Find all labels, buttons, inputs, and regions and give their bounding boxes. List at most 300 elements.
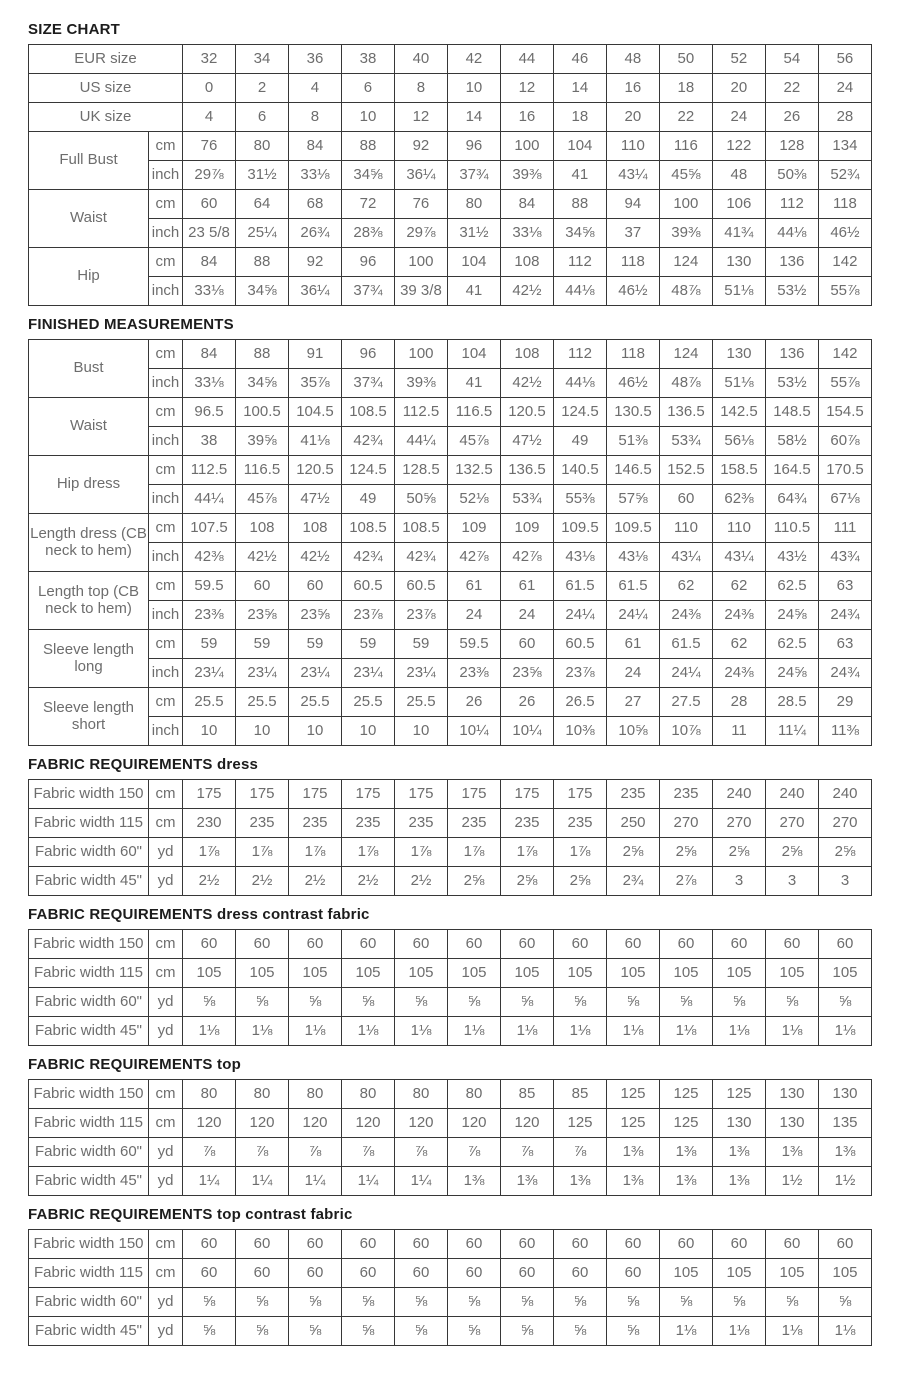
value-cell: 118 xyxy=(606,248,659,277)
value-cell: 23¼ xyxy=(183,659,236,688)
value-cell: 60 xyxy=(236,930,289,959)
value-cell: 45⅝ xyxy=(659,161,712,190)
value-cell: 22 xyxy=(765,74,818,103)
value-cell: 39 3/8 xyxy=(394,277,447,306)
value-cell: 60 xyxy=(501,1259,554,1288)
value-cell: 64 xyxy=(236,190,289,219)
value-cell: 60 xyxy=(660,1230,713,1259)
value-cell: ⅝ xyxy=(183,988,236,1017)
value-cell: 60 xyxy=(554,1230,607,1259)
value-cell: 175 xyxy=(554,780,607,809)
table-row xyxy=(29,132,872,161)
value-cell: ⅞ xyxy=(289,1138,342,1167)
value-cell: 47½ xyxy=(289,485,342,514)
value-cell: 105 xyxy=(766,959,819,988)
value-cell: 41 xyxy=(448,369,501,398)
value-cell: ⅝ xyxy=(448,988,501,1017)
value-cell: 108 xyxy=(236,514,289,543)
value-cell: 59.5 xyxy=(183,572,236,601)
value-cell: 23⅞ xyxy=(395,601,448,630)
value-cell: 60 xyxy=(448,930,501,959)
value-cell: 2½ xyxy=(183,867,236,896)
value-cell: 11¼ xyxy=(766,717,819,746)
value-cell: 33⅛ xyxy=(183,277,236,306)
value-cell: ⅝ xyxy=(289,1288,342,1317)
value-cell: 39⅜ xyxy=(659,219,712,248)
value-cell: 24 xyxy=(607,659,660,688)
value-cell: ⅞ xyxy=(183,1138,236,1167)
value-cell: ⅝ xyxy=(395,988,448,1017)
value-cell: ⅝ xyxy=(395,1317,448,1346)
value-cell: 1⅛ xyxy=(713,1317,766,1346)
value-cell: 2⅝ xyxy=(554,867,607,896)
value-cell: 62 xyxy=(660,572,713,601)
value-cell: 175 xyxy=(183,780,236,809)
value-cell: 62 xyxy=(713,630,766,659)
value-cell: 175 xyxy=(448,780,501,809)
unit-cell: yd xyxy=(149,1017,183,1046)
value-cell: ⅞ xyxy=(554,1138,607,1167)
value-cell: 108 xyxy=(289,514,342,543)
value-cell: 106 xyxy=(712,190,765,219)
value-cell: 61 xyxy=(501,572,554,601)
value-cell: 175 xyxy=(289,780,342,809)
value-cell: 235 xyxy=(236,809,289,838)
value-cell: 60 xyxy=(554,930,607,959)
value-cell: 120 xyxy=(342,1109,395,1138)
value-cell: 2⅝ xyxy=(766,838,819,867)
value-cell: 53½ xyxy=(765,277,818,306)
value-cell: 1¼ xyxy=(342,1167,395,1196)
value-cell: 60 xyxy=(660,930,713,959)
unit-cell: inch xyxy=(149,543,183,572)
value-cell: 91 xyxy=(289,340,342,369)
value-cell: 60 xyxy=(607,1259,660,1288)
value-cell: ⅝ xyxy=(660,1288,713,1317)
value-cell: ⅞ xyxy=(342,1138,395,1167)
unit-cell: inch xyxy=(149,717,183,746)
value-cell: 60 xyxy=(236,1259,289,1288)
value-cell: 175 xyxy=(395,780,448,809)
value-cell: 1⅜ xyxy=(448,1167,501,1196)
value-cell: ⅝ xyxy=(395,1288,448,1317)
value-cell: 23¼ xyxy=(395,659,448,688)
value-cell: 175 xyxy=(342,780,395,809)
value-cell: 31½ xyxy=(236,161,289,190)
table-row xyxy=(29,867,872,896)
section-title: FABRIC REQUIREMENTS top contrast fabric xyxy=(28,1206,353,1223)
value-cell: 16 xyxy=(500,103,553,132)
value-cell: 2⅝ xyxy=(607,838,660,867)
value-cell: 60 xyxy=(183,190,236,219)
table-row xyxy=(29,572,872,601)
value-cell: 88 xyxy=(236,340,289,369)
unit-cell: cm xyxy=(149,190,183,219)
value-cell: 1⅞ xyxy=(395,838,448,867)
value-cell: 24¾ xyxy=(819,601,872,630)
value-cell: 24¼ xyxy=(554,601,607,630)
value-cell: 270 xyxy=(660,809,713,838)
row-label-cell: Fabric width 115 xyxy=(29,809,149,838)
value-cell: 42¾ xyxy=(342,427,395,456)
value-cell: 10 xyxy=(342,717,395,746)
value-cell: 96 xyxy=(341,248,394,277)
value-cell: 44⅛ xyxy=(553,277,606,306)
value-cell: 108.5 xyxy=(342,398,395,427)
value-cell: 136.5 xyxy=(501,456,554,485)
value-cell: 68 xyxy=(288,190,341,219)
value-cell: ⅞ xyxy=(501,1138,554,1167)
value-cell: 59 xyxy=(236,630,289,659)
value-cell: 110.5 xyxy=(766,514,819,543)
value-cell: 60 xyxy=(342,1230,395,1259)
value-cell: 43⅛ xyxy=(607,543,660,572)
value-cell: 23⅝ xyxy=(236,601,289,630)
table-row xyxy=(29,543,872,572)
value-cell: 40 xyxy=(394,45,447,74)
value-cell: 1½ xyxy=(766,1167,819,1196)
row-label-cell: Fabric width 150 xyxy=(29,930,149,959)
value-cell: ⅝ xyxy=(713,1288,766,1317)
value-cell: 109 xyxy=(448,514,501,543)
value-cell: 52¾ xyxy=(818,161,871,190)
value-cell: 46½ xyxy=(818,219,871,248)
value-cell: 60 xyxy=(660,485,713,514)
value-cell: 14 xyxy=(553,74,606,103)
row-label-cell: EUR size xyxy=(29,45,183,74)
row-label-cell: Fabric width 45" xyxy=(29,1167,149,1196)
value-cell: 25.5 xyxy=(342,688,395,717)
value-cell: 33⅛ xyxy=(183,369,236,398)
value-cell: 1⅞ xyxy=(183,838,236,867)
value-cell: 62.5 xyxy=(766,572,819,601)
value-cell: 60 xyxy=(501,630,554,659)
value-cell: 105 xyxy=(660,1259,713,1288)
value-cell: 10 xyxy=(447,74,500,103)
value-cell: 39⅜ xyxy=(500,161,553,190)
row-label-cell: Fabric width 60" xyxy=(29,988,149,1017)
table-row xyxy=(29,717,872,746)
value-cell: 55⅞ xyxy=(818,277,871,306)
value-cell: 112.5 xyxy=(183,456,236,485)
value-cell: 42⅞ xyxy=(448,543,501,572)
value-cell: 80 xyxy=(183,1080,236,1109)
value-cell: 142 xyxy=(819,340,872,369)
table-row xyxy=(29,1167,872,1196)
value-cell: 10 xyxy=(395,717,448,746)
value-cell: 84 xyxy=(500,190,553,219)
table-row xyxy=(29,340,872,369)
value-cell: 26 xyxy=(501,688,554,717)
value-cell: ⅝ xyxy=(501,1317,554,1346)
unit-cell: cm xyxy=(149,1259,183,1288)
value-cell: 116 xyxy=(659,132,712,161)
value-cell: 10 xyxy=(341,103,394,132)
value-cell: 22 xyxy=(659,103,712,132)
value-cell: 6 xyxy=(236,103,289,132)
value-cell: 112 xyxy=(553,248,606,277)
value-cell: 130 xyxy=(713,340,766,369)
value-cell: ⅝ xyxy=(554,988,607,1017)
value-cell: 105 xyxy=(342,959,395,988)
value-cell: 60 xyxy=(183,1230,236,1259)
value-cell: 43¼ xyxy=(660,543,713,572)
value-cell: 124 xyxy=(659,248,712,277)
value-cell: ⅝ xyxy=(554,1288,607,1317)
value-cell: 60 xyxy=(607,1230,660,1259)
value-cell: 130 xyxy=(712,248,765,277)
value-cell: 60 xyxy=(766,1230,819,1259)
value-cell: ⅝ xyxy=(236,1288,289,1317)
value-cell: 105 xyxy=(236,959,289,988)
value-cell: 18 xyxy=(553,103,606,132)
value-cell: 125 xyxy=(713,1080,766,1109)
value-cell: ⅝ xyxy=(236,1317,289,1346)
unit-cell: cm xyxy=(149,340,183,369)
value-cell: 1⅛ xyxy=(395,1017,448,1046)
row-label-cell: UK size xyxy=(29,103,183,132)
value-cell: 60.5 xyxy=(395,572,448,601)
value-cell: 37¾ xyxy=(341,277,394,306)
row-label-cell: Fabric width 60" xyxy=(29,1138,149,1167)
value-cell: 80 xyxy=(236,1080,289,1109)
table-row xyxy=(29,161,872,190)
value-cell: ⅝ xyxy=(183,1317,236,1346)
value-cell: 23 5/8 xyxy=(183,219,236,248)
unit-cell: inch xyxy=(149,485,183,514)
value-cell: 80 xyxy=(289,1080,342,1109)
value-cell: 235 xyxy=(448,809,501,838)
value-cell: 3 xyxy=(713,867,766,896)
value-cell: 88 xyxy=(341,132,394,161)
value-cell: 60 xyxy=(395,1259,448,1288)
value-cell: 24 xyxy=(712,103,765,132)
value-cell: 1⅛ xyxy=(289,1017,342,1046)
value-cell: 1½ xyxy=(819,1167,872,1196)
value-cell: 61.5 xyxy=(607,572,660,601)
value-cell: ⅝ xyxy=(342,988,395,1017)
row-label-cell: Fabric width 45" xyxy=(29,1017,149,1046)
value-cell: 1¼ xyxy=(395,1167,448,1196)
value-cell: 37 xyxy=(606,219,659,248)
value-cell: 105 xyxy=(448,959,501,988)
value-cell: 26 xyxy=(448,688,501,717)
value-cell: 23⅜ xyxy=(448,659,501,688)
unit-cell: inch xyxy=(149,601,183,630)
value-cell: 23¼ xyxy=(289,659,342,688)
value-cell: 42¾ xyxy=(395,543,448,572)
value-cell: 60 xyxy=(501,930,554,959)
value-cell: 11⅜ xyxy=(819,717,872,746)
unit-cell: yd xyxy=(149,988,183,1017)
value-cell: 60 xyxy=(819,1230,872,1259)
value-cell: 61 xyxy=(607,630,660,659)
value-cell: 10 xyxy=(183,717,236,746)
value-cell: 1⅜ xyxy=(819,1138,872,1167)
unit-cell: yd xyxy=(149,867,183,896)
value-cell: 34 xyxy=(236,45,289,74)
value-cell: 1⅛ xyxy=(342,1017,395,1046)
value-cell: 60⅞ xyxy=(819,427,872,456)
value-cell: 46 xyxy=(553,45,606,74)
value-cell: 109.5 xyxy=(554,514,607,543)
value-cell: ⅝ xyxy=(660,988,713,1017)
table-row xyxy=(29,277,872,306)
value-cell: 120 xyxy=(501,1109,554,1138)
value-cell: 105 xyxy=(607,959,660,988)
value-cell: 108.5 xyxy=(342,514,395,543)
value-cell: 50⅝ xyxy=(395,485,448,514)
value-cell: 54 xyxy=(765,45,818,74)
unit-cell: cm xyxy=(149,1230,183,1259)
value-cell: ⅝ xyxy=(183,1288,236,1317)
value-cell: 31½ xyxy=(447,219,500,248)
value-cell: 1⅞ xyxy=(448,838,501,867)
table-row xyxy=(29,456,872,485)
unit-cell: cm xyxy=(149,780,183,809)
value-cell: 56⅛ xyxy=(713,427,766,456)
value-cell: 8 xyxy=(394,74,447,103)
value-cell: 45⅞ xyxy=(448,427,501,456)
value-cell: 34⅝ xyxy=(236,369,289,398)
value-cell: 116.5 xyxy=(236,456,289,485)
value-cell: 270 xyxy=(819,809,872,838)
value-cell: 46½ xyxy=(606,277,659,306)
value-cell: 24 xyxy=(818,74,871,103)
unit-cell: inch xyxy=(149,427,183,456)
value-cell: 63 xyxy=(819,630,872,659)
value-cell: 35⅞ xyxy=(289,369,342,398)
unit-cell: cm xyxy=(149,514,183,543)
measurement-table xyxy=(28,1079,872,1196)
value-cell: 250 xyxy=(607,809,660,838)
table-row xyxy=(29,1017,872,1046)
value-cell: 60 xyxy=(819,930,872,959)
row-label-cell: Full Bust xyxy=(29,132,149,190)
value-cell: 42½ xyxy=(289,543,342,572)
value-cell: 84 xyxy=(288,132,341,161)
unit-cell: yd xyxy=(149,1288,183,1317)
value-cell: 3 xyxy=(766,867,819,896)
value-cell: 37¾ xyxy=(342,369,395,398)
row-label-cell: Fabric width 115 xyxy=(29,959,149,988)
value-cell: 52⅛ xyxy=(448,485,501,514)
table-row xyxy=(29,1080,872,1109)
value-cell: ⅝ xyxy=(607,1288,660,1317)
value-cell: 29⅞ xyxy=(183,161,236,190)
value-cell: ⅝ xyxy=(819,988,872,1017)
value-cell: 154.5 xyxy=(819,398,872,427)
value-cell: 240 xyxy=(766,780,819,809)
value-cell: 104 xyxy=(448,340,501,369)
section-title: FINISHED MEASUREMENTS xyxy=(28,316,234,333)
value-cell: ⅞ xyxy=(395,1138,448,1167)
value-cell: 23⅝ xyxy=(501,659,554,688)
value-cell: 136 xyxy=(765,248,818,277)
value-cell: 80 xyxy=(447,190,500,219)
value-cell: 2½ xyxy=(395,867,448,896)
value-cell: 1⅜ xyxy=(501,1167,554,1196)
value-cell: 41⅛ xyxy=(289,427,342,456)
measurement-table xyxy=(28,929,872,1046)
value-cell: 42⅞ xyxy=(501,543,554,572)
value-cell: 51⅛ xyxy=(713,369,766,398)
value-cell: 58½ xyxy=(766,427,819,456)
value-cell: 36¼ xyxy=(394,161,447,190)
value-cell: 148.5 xyxy=(766,398,819,427)
unit-cell: cm xyxy=(149,930,183,959)
value-cell: 1⅛ xyxy=(607,1017,660,1046)
value-cell: 63 xyxy=(819,572,872,601)
value-cell: 105 xyxy=(395,959,448,988)
row-label-cell: Sleeve length short xyxy=(29,688,149,746)
row-label-cell: Fabric width 150 xyxy=(29,1080,149,1109)
value-cell: 132.5 xyxy=(448,456,501,485)
value-cell: 53½ xyxy=(766,369,819,398)
value-cell: 1⅛ xyxy=(819,1317,872,1346)
value-cell: 60 xyxy=(554,1259,607,1288)
value-cell: 128.5 xyxy=(395,456,448,485)
value-cell: 61 xyxy=(448,572,501,601)
value-cell: 105 xyxy=(819,959,872,988)
unit-cell: cm xyxy=(149,132,183,161)
value-cell: 136.5 xyxy=(660,398,713,427)
value-cell: 2¾ xyxy=(607,867,660,896)
value-cell: 60 xyxy=(395,1230,448,1259)
table-row xyxy=(29,659,872,688)
value-cell: ⅝ xyxy=(289,1317,342,1346)
table-row xyxy=(29,1138,872,1167)
value-cell: 1⅜ xyxy=(660,1138,713,1167)
value-cell: 235 xyxy=(660,780,713,809)
value-cell: 28.5 xyxy=(766,688,819,717)
value-cell: 235 xyxy=(395,809,448,838)
value-cell: 10⅜ xyxy=(554,717,607,746)
value-cell: 26.5 xyxy=(554,688,607,717)
value-cell: 2½ xyxy=(342,867,395,896)
value-cell: 104 xyxy=(553,132,606,161)
table-row xyxy=(29,248,872,277)
value-cell: 44¼ xyxy=(395,427,448,456)
value-cell: 32 xyxy=(183,45,236,74)
value-cell: 60 xyxy=(395,930,448,959)
value-cell: 120 xyxy=(448,1109,501,1138)
value-cell: 120 xyxy=(236,1109,289,1138)
value-cell: 104.5 xyxy=(289,398,342,427)
value-cell: 105 xyxy=(819,1259,872,1288)
value-cell: 100 xyxy=(395,340,448,369)
table-row xyxy=(29,485,872,514)
value-cell: 164.5 xyxy=(766,456,819,485)
table-row xyxy=(29,1317,872,1346)
value-cell: 120 xyxy=(395,1109,448,1138)
value-cell: 175 xyxy=(501,780,554,809)
value-cell: 1⅛ xyxy=(660,1317,713,1346)
value-cell: 37¾ xyxy=(447,161,500,190)
value-cell: 41¾ xyxy=(712,219,765,248)
value-cell: 55⅜ xyxy=(554,485,607,514)
unit-cell: cm xyxy=(149,688,183,717)
value-cell: 1¼ xyxy=(236,1167,289,1196)
value-cell: 24⅝ xyxy=(766,601,819,630)
row-label-cell: Hip dress xyxy=(29,456,149,514)
value-cell: 120.5 xyxy=(289,456,342,485)
value-cell: 118 xyxy=(818,190,871,219)
value-cell: 235 xyxy=(607,780,660,809)
value-cell: 52 xyxy=(712,45,765,74)
table-row xyxy=(29,398,872,427)
value-cell: 42⅜ xyxy=(183,543,236,572)
